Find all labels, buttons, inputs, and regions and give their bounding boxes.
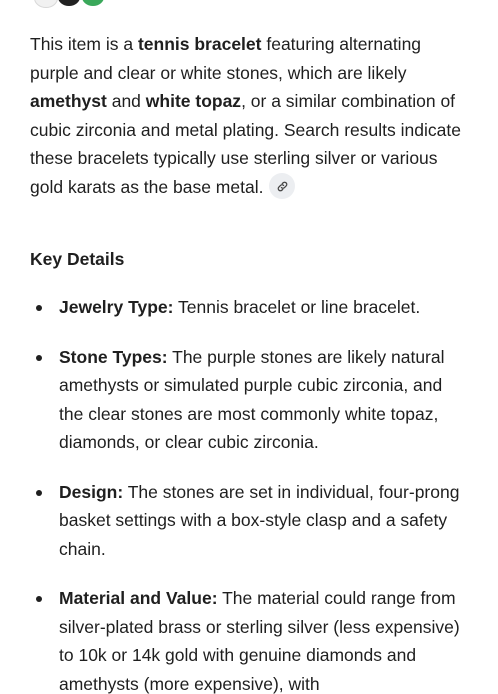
- source-avatar-3[interactable]: [82, 0, 104, 6]
- item-text: The material could range from silver-plated brass or sterling silver (less expensive) to 10k or 14k gold with genuine diamonds and amethysts (more expensive), with: [59, 588, 460, 694]
- bullet-icon: [36, 355, 42, 361]
- list-item: [30, 584, 470, 694]
- item-label: Design:: [59, 481, 124, 502]
- intro-bold: white topaz: [145, 91, 242, 111]
- section-heading: Key Details: [30, 249, 125, 269]
- intro-bold: amethyst: [30, 91, 107, 111]
- item-label: Stone Types:: [59, 346, 168, 367]
- bullet-icon: [36, 490, 42, 496]
- response-content: [30, 30, 470, 694]
- source-link-button[interactable]: [269, 173, 295, 199]
- list-item: [30, 478, 470, 564]
- list-item: [30, 293, 470, 322]
- source-avatar-2[interactable]: [58, 0, 80, 6]
- bullet-icon: [36, 305, 42, 311]
- intro-text: , or a similar combination of cubic zirconia and metal plating. Search results indicate these bracelets typically use sterling silver or various gold karats as the base metal.: [30, 91, 461, 197]
- item-text: The stones are set in individual, four-prong basket settings with a box-style clasp and a safety chain.: [59, 481, 460, 559]
- item-label: Jewelry Type:: [59, 297, 174, 317]
- list-item: [30, 343, 470, 457]
- intro-text: and: [106, 91, 146, 111]
- intro-paragraph: [30, 30, 470, 201]
- item-text: Tennis bracelet or line bracelet.: [173, 297, 421, 317]
- intro-text: This item is a: [30, 34, 138, 54]
- link-icon: [276, 180, 289, 193]
- intro-text: featuring alternating purple and clear or white stones, which are likely: [30, 34, 422, 83]
- item-text: The purple stones are likely natural amethysts or simulated purple cubic zirconia, and the clear stones are most commonly white topaz, diamonds, or clear cubic zirconia.: [59, 346, 445, 452]
- bullet-icon: [36, 596, 42, 602]
- item-label: Material and Value:: [59, 588, 218, 608]
- details-list: [30, 293, 470, 694]
- source-avatar-1[interactable]: [34, 0, 58, 8]
- intro-bold: tennis bracelet: [137, 34, 262, 54]
